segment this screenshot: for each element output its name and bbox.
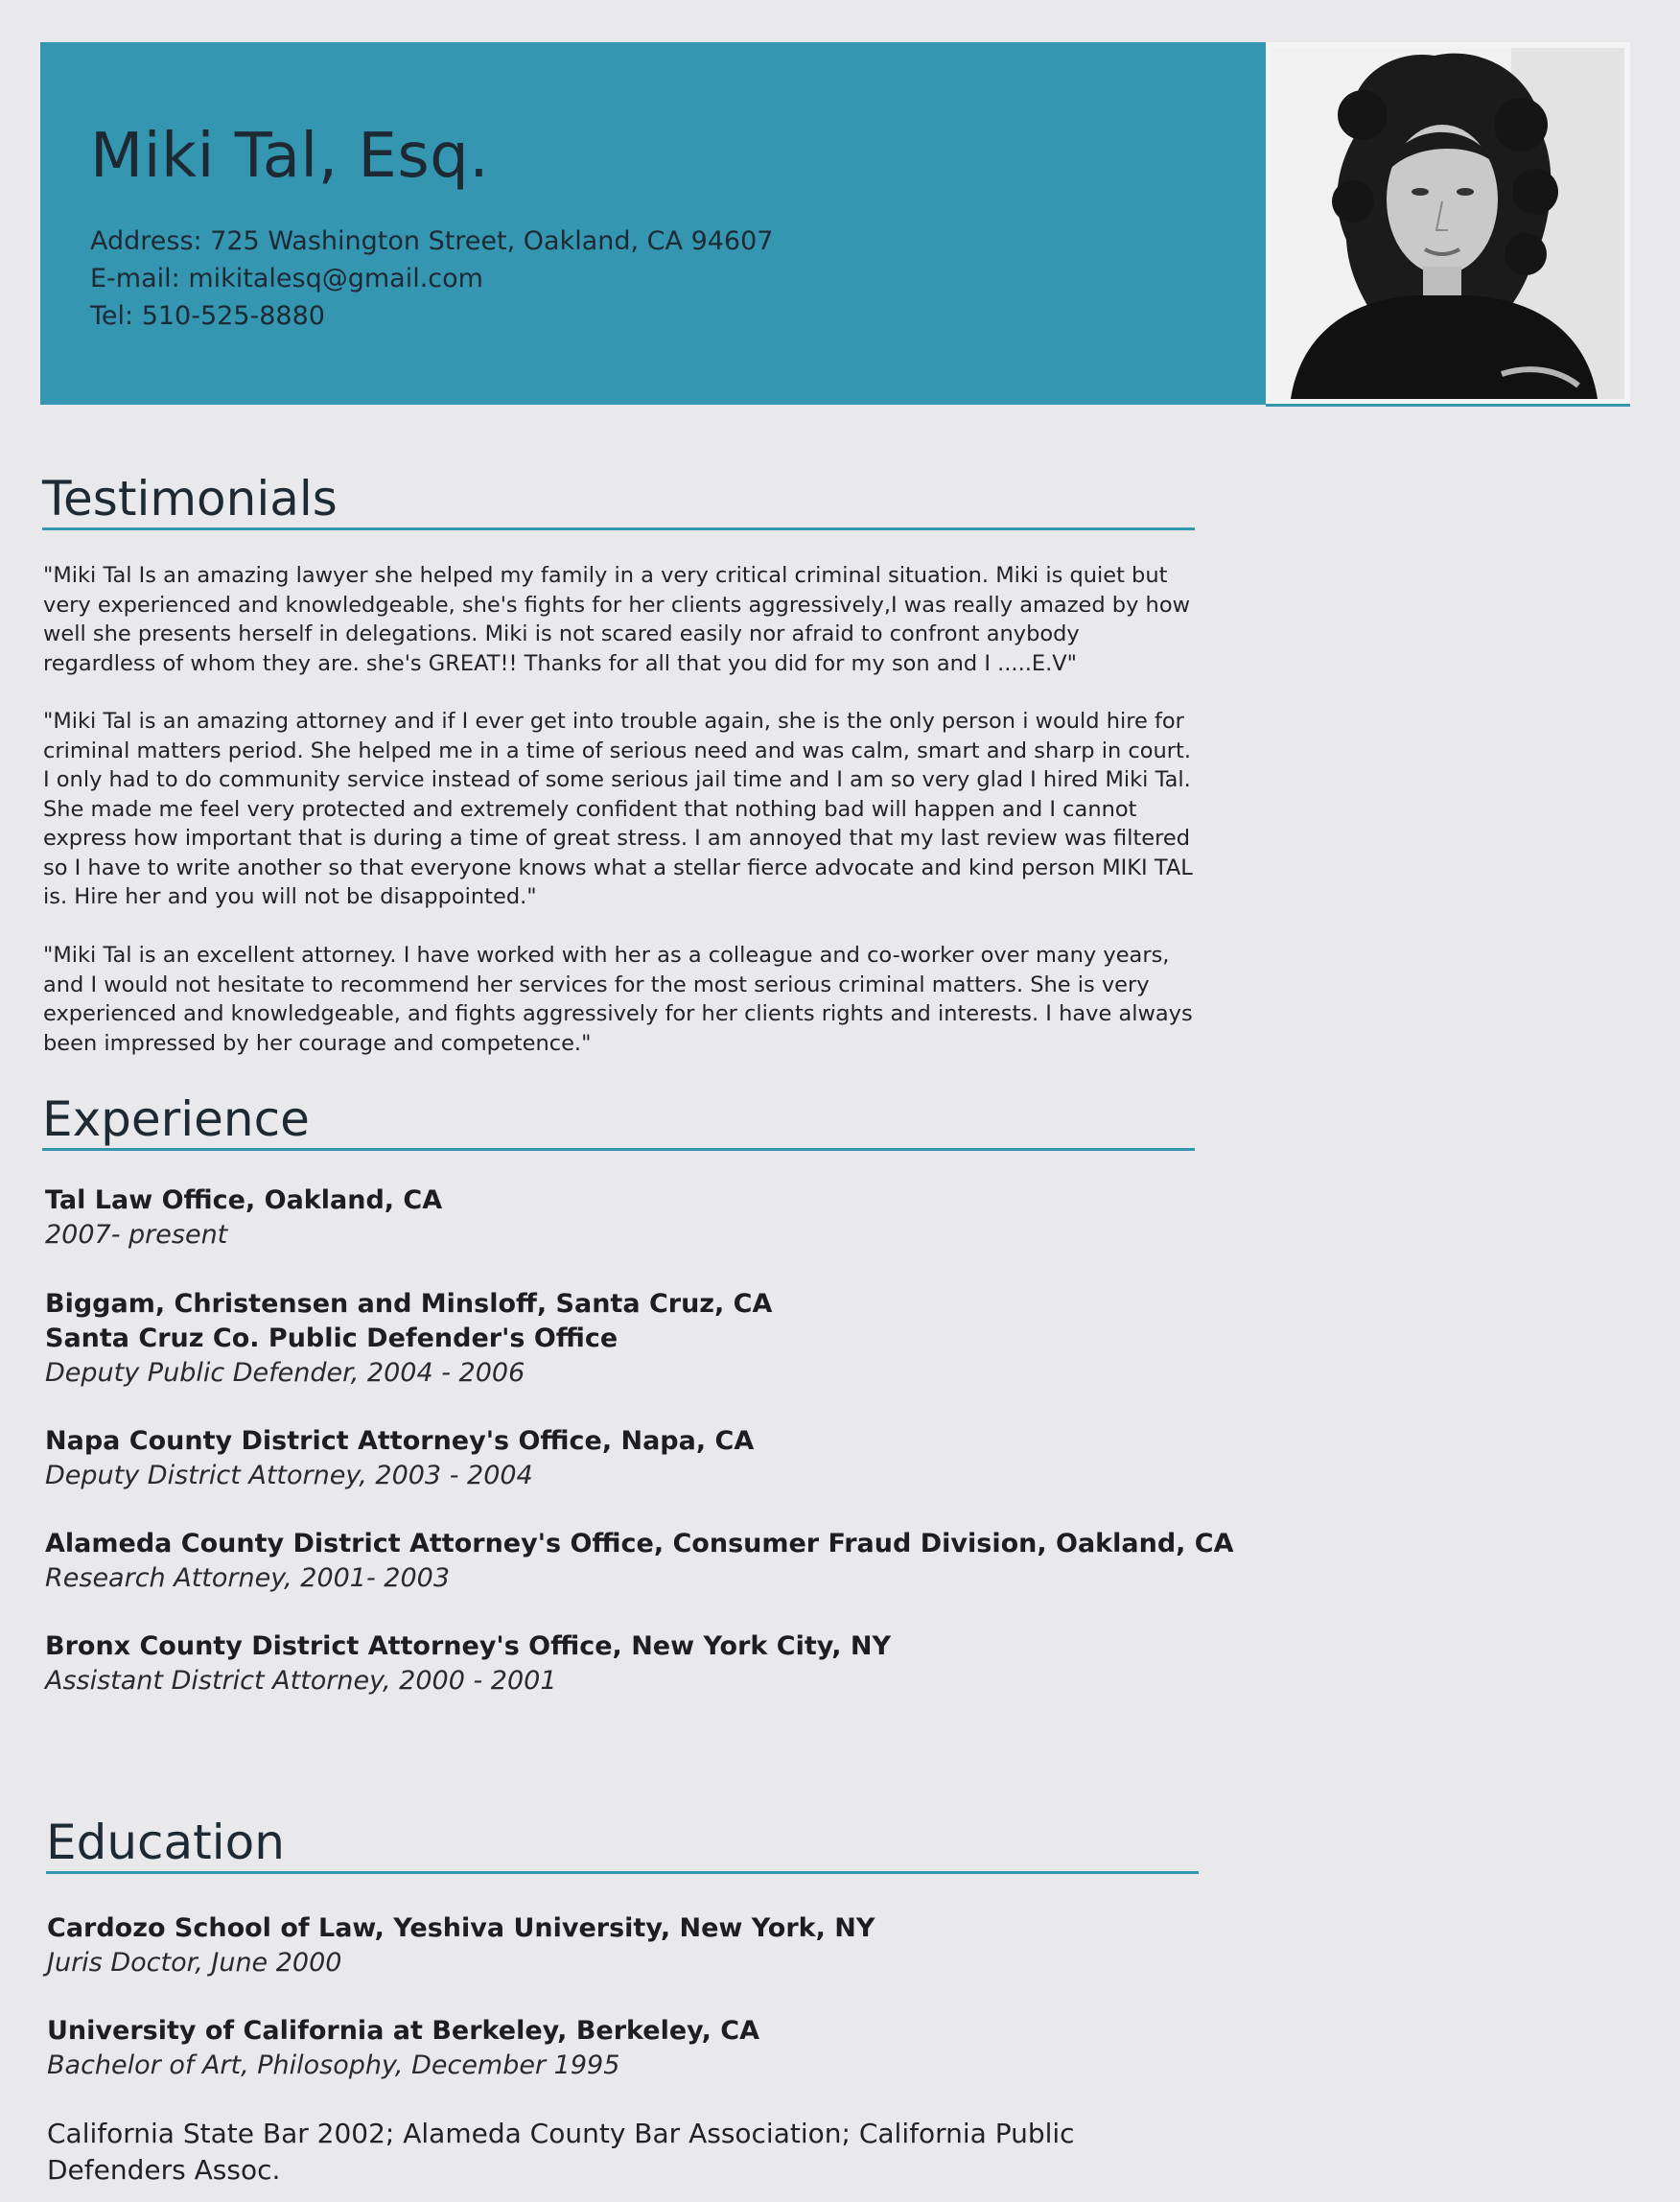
education-degree: Juris Doctor, June 2000 (47, 1948, 342, 1978)
photo-underline (1266, 404, 1630, 407)
email-line: E-mail: mikitalesq@gmail.com (90, 264, 483, 293)
experience-item (45, 1287, 1215, 1391)
portrait-image (1272, 48, 1624, 399)
experience-role: Assistant District Attorney, 2000 - 2001 (45, 1666, 557, 1696)
experience-org: Bronx County District Attorney's Office, New York City, NY (45, 1631, 892, 1661)
experience-org: Tal Law Office, Oakland, CA (45, 1185, 443, 1215)
experience-role: Deputy District Attorney, 2003 - 2004 (45, 1461, 533, 1490)
testimonial-2: "Miki Tal is an amazing attorney and if I ever get into trouble again, she is the only person i would hire for criminal matters period. She helped me in a time of serious need and was calm, smart and sharp in court. I only had to do community service instead of some serious jail time and I am so very glad I hired Miki Tal. She made me feel very protected and extremely confident that nothing bad will happen and I cannot express how important that is during a time of great stress. I am annoyed that my last review was filtered so I have to write another so that everyone knows what a stellar fierce advocate and kind person MIKI TAL is. Hire her and you will not be disappointed." (43, 709, 1193, 909)
testimonials-heading: Testimonials (42, 472, 1195, 530)
experience-role: 2007- present (45, 1220, 228, 1250)
education-heading: Education (46, 1815, 1199, 1874)
experience-role: Research Attorney, 2001- 2003 (45, 1563, 451, 1593)
education-school: University of California at Berkeley, Berkeley, CA (47, 2016, 760, 2046)
header-banner (40, 42, 1266, 405)
education-school: Cardozo School of Law, Yeshiva University, New York, NY (47, 1913, 875, 1943)
testimonial-1: "Miki Tal Is an amazing lawyer she helped my family in a very critical criminal situation. Miki is quiet but very experienced and knowledgeable, she's fights for her clients aggressively,I was really amazed by how well she presents herself in delegations. Miki is not scared easily nor afraid to confront anybody regardless of whom they are. she's GREAT!! Thanks for all that you did for my son and I .....E.V" (43, 563, 1190, 676)
experience-heading: Experience (42, 1092, 1195, 1151)
education-item (47, 1911, 1217, 1980)
experience-org: Biggam, Christensen and Minsloff, Santa Cruz, CA (45, 1289, 773, 1319)
experience-org: Alameda County District Attorney's Office, Consumer Fraud Division, Oakland, CA (45, 1529, 1234, 1558)
bar-memberships: California State Bar 2002; Alameda County Bar Association; California Public Defenders Assoc. (47, 2118, 1075, 2186)
experience-item (45, 1424, 1215, 1493)
experience-item (45, 1527, 1234, 1596)
experience-org: Napa County District Attorney's Office, Napa, CA (45, 1426, 755, 1456)
education-item (47, 2014, 1217, 2083)
phone-line: Tel: 510-525-8880 (90, 301, 325, 331)
education-degree: Bachelor of Art, Philosophy, December 1995 (47, 2050, 620, 2080)
testimonial-3: "Miki Tal is an excellent attorney. I have worked with her as a colleague and co-worker over many years, and I would not hesitate to recommend her services for the most serious criminal matters. She is very experienced and knowledgeable, and fights aggressively for her clients rights and interests. I have always been impressed by her courage and competence." (43, 943, 1193, 1056)
experience-role: Deputy Public Defender, 2004 - 2006 (45, 1358, 525, 1388)
experience-item (45, 1183, 1215, 1253)
address-line: Address: 725 Washington Street, Oakland, CA 94607 (90, 226, 774, 256)
experience-org-secondary: Santa Cruz Co. Public Defender's Office (45, 1324, 618, 1353)
contact-info (90, 223, 773, 335)
experience-item (45, 1629, 1215, 1698)
person-name: Miki Tal, Esq. (90, 121, 490, 192)
portrait-photo (1266, 42, 1630, 405)
